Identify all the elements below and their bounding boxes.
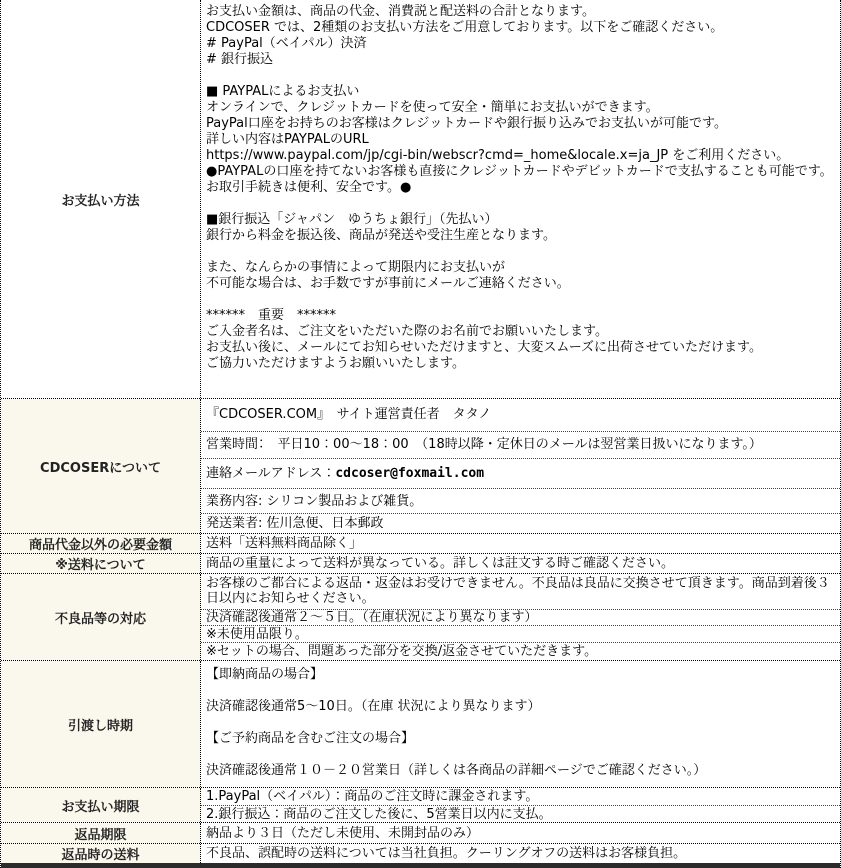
text-line: お支払い金額は、商品の代金、消費説と配送料の合計となります。 [206, 4, 595, 19]
text-line: 銀行から料金を振込後、商品が発送や受注生産となります。 [206, 228, 556, 243]
about-contact [201, 458, 840, 489]
about-shipper: 発送業者: 佐川急便、日本郵政 [201, 513, 840, 533]
return-period-label: 返品期限 [1, 823, 201, 843]
text-line: https://www.paypal.com/jp/cgi-bin/webscr?cmd=_home&locale.x=ja_JP をご利用ください。 [206, 148, 790, 163]
bottom-divider-bar [1, 863, 840, 868]
text-line [206, 196, 838, 212]
text-line [206, 244, 838, 260]
deadline-content [201, 788, 840, 822]
row-payment-method [1, 0, 840, 398]
defective-policy-set: ※セットの場合、問題あった部分を交換/返金させていただきます。 [201, 642, 840, 660]
text-line [206, 68, 838, 84]
extra-fees-label: 商品代金以外の必要金額 [1, 534, 201, 553]
row-extra-fees [1, 533, 840, 553]
text-line: 詳しい内容はPAYPALのURL [206, 132, 369, 147]
defective-policy-unused: ※未使用品限り。 [201, 625, 840, 642]
payment-method-content [201, 0, 840, 398]
row-payment-deadline [1, 787, 840, 822]
deadline-label: お支払い期限 [1, 788, 201, 822]
text-line: # 銀行振込 [206, 52, 274, 67]
row-about-cdcoser [1, 398, 840, 533]
defective-content [201, 574, 840, 660]
about-content [201, 399, 840, 533]
text-line: ■ PAYPALによるお支払い [206, 84, 360, 99]
text-line [206, 683, 838, 699]
text-line: お支払い後に、メールにてお知らせいただけますと、大変スムーズに出荷させていただけます。 [206, 340, 763, 355]
shipping-note-label: ※送料について [1, 554, 201, 573]
text-line: 決済確認後通常5～10日。（在庫 状況により異なります） [206, 699, 541, 714]
delivery-content [201, 661, 840, 787]
extra-fees-value: 送料「送料無料商品除く」 [206, 536, 363, 551]
text-line: ●PAYPALの口座を持てないお客様も直接にクレジットカードやデビットカードで支払することも可能です。 [206, 164, 833, 179]
text-line: CDCOSER では、2種類のお支払い方法をご用意しております。以下をご確認ください。 [206, 20, 724, 35]
text-line: また、なんらかの事情によって期限内にお支払いが [206, 260, 506, 275]
text-line: 決済確認後通常１０－２０営業日（詳しくは各商品の詳細ページでご確認ください。） [206, 763, 707, 778]
return-shipping-value: 不良品、誤配時の送料については当社負担。クーリングオフの送料はお客様負担。 [206, 846, 687, 861]
defective-policy-timing: 決済確認後通常２～５日。（在庫状況により異なります） [201, 609, 840, 626]
return-period-value: 納品より３日（ただし未使用、未開封品のみ） [206, 825, 480, 841]
about-business-hours: 営業時間： 平日10：00～18：00 （18時以降・定休日のメールは翌営業日扱いになります。） [201, 431, 840, 458]
shipping-note-value: 商品の重量によって送料が異なっている。詳しくは註文する時ご確認ください。 [206, 556, 675, 571]
defective-label: 不良品等の対応 [1, 574, 201, 660]
defective-policy-main: お客様のご都合による返品・返金はお受けできません。不良品は良品に交換させて頂きます。商品到着後３日以内にお知らせください。 [206, 576, 830, 607]
text-line: PayPal口座をお持ちのお客様はクレジットカードや銀行振り込みでお支払いが可能です。 [206, 116, 727, 131]
payment-method-text [201, 0, 840, 372]
return-shipping-label: 返品時の送料 [1, 844, 201, 863]
text-line [206, 292, 838, 308]
deadline-paypal: 1.PayPal（ベイパル）：商品のご注文時に課金されます。 [206, 789, 539, 805]
about-label: CDCOSERについて [1, 399, 201, 533]
delivery-label: 引渡し時期 [1, 661, 201, 787]
text-line: ご入金者名は、ご注文をいただいた際のお名前でお願いいたします。 [206, 324, 608, 339]
row-shipping-note [1, 553, 840, 573]
text-line: 【ご予約商品を含むご注文の場合】 [206, 731, 415, 746]
deadline-bank: 2.銀行振込：商品のご注文した後に、5営業日以内に支払。 [201, 805, 840, 822]
about-business-scope: 業務内容: シリコン製品および雑貨。 [201, 488, 840, 513]
text-line [206, 715, 838, 731]
delivery-text [201, 661, 840, 779]
about-site-operator: 『CDCOSER.COM』 サイト運営責任者 タタノ [206, 407, 492, 423]
text-line: オンラインで、クレジットカードを使って安全・簡単にお支払いができます。 [206, 100, 659, 115]
contact-email: cdcoser@foxmail.com [335, 465, 485, 481]
text-line: ****** 重要 ****** [206, 308, 337, 323]
payment-method-label: お支払い方法 [1, 0, 201, 398]
text-line: お取引手続きは便利、安全です。● [206, 180, 412, 195]
text-line: 【即納商品の場合】 [206, 667, 324, 682]
text-line: ご協力いただけますようお願いいたします。 [206, 356, 465, 371]
row-return-period [1, 822, 840, 843]
row-delivery-time [1, 660, 840, 787]
text-line: ■銀行振込「ジャパン ゆうちょ銀行」（先払い） [206, 212, 498, 227]
text-line: 不可能な場合は、お手数ですが事前にメールご連絡ください。 [206, 276, 570, 291]
row-return-shipping [1, 843, 840, 863]
text-line: # PayPal（ベイパル）決済 [206, 36, 367, 51]
row-defective-policy [1, 573, 840, 660]
text-line [206, 747, 838, 763]
contact-label: 連絡メールアドレス： [206, 465, 336, 481]
